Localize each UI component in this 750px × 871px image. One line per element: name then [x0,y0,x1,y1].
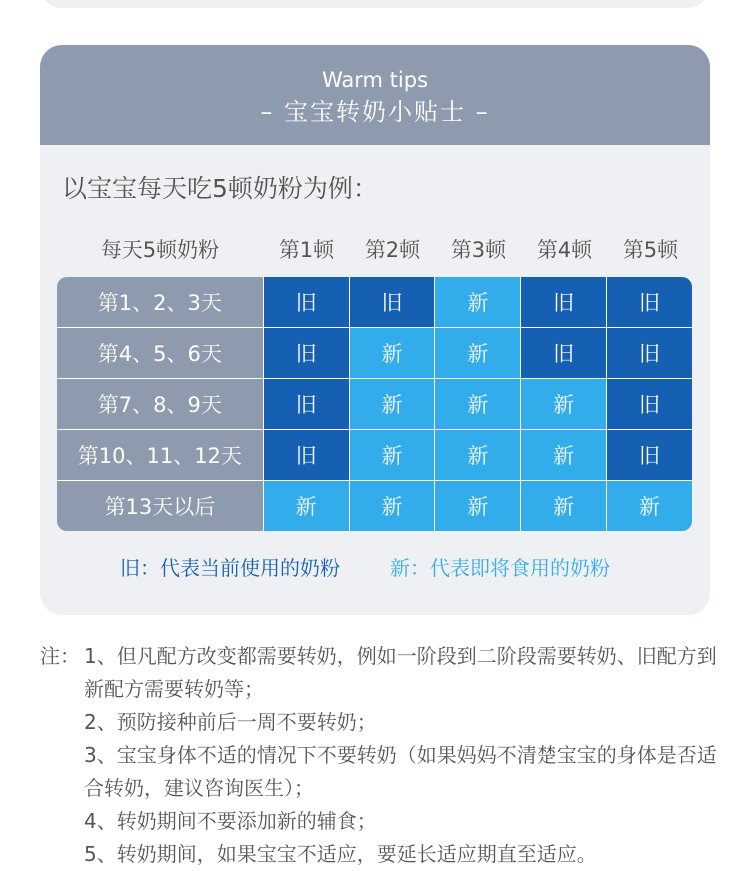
table-cell: 新 [521,481,606,531]
note-item [40,838,730,871]
notes-section [40,640,730,871]
legend-old: 旧：代表当前使用的奶粉 [120,556,340,580]
table-cell: 旧 [607,328,692,378]
note-item [40,640,730,706]
table-cell: 旧 [350,277,435,327]
previous-card-edge [40,0,710,8]
table-cell: 新 [350,481,435,531]
note-item [40,706,730,739]
table-cell: 旧 [264,379,349,429]
table-row [57,328,692,378]
note-text: 2、预防接种前后一周不要转奶； [84,710,377,734]
table-cell: 旧 [607,277,692,327]
feeding-schedule-table [57,277,692,531]
note-item [40,739,730,805]
table-cell: 旧 [264,430,349,480]
table-row [57,481,692,531]
row-label: 第7、8、9天 [57,379,263,429]
table-cell: 新 [350,379,435,429]
table-cell: 新 [435,481,520,531]
column-header: 第3顿 [450,238,507,262]
table-cell: 旧 [521,328,606,378]
table-cell: 新 [435,430,520,480]
legend-new: 新：代表即将食用的奶粉 [390,556,610,580]
table-cell: 新 [607,481,692,531]
column-header: 第1顿 [278,238,335,262]
table-cell: 新 [521,379,606,429]
table-cell: 新 [350,328,435,378]
row-label: 第13天以后 [57,481,263,531]
table-cell: 新 [435,277,520,327]
table-cell: 新 [435,379,520,429]
row-label: 第4、5、6天 [57,328,263,378]
column-header: 第4顿 [536,238,593,262]
row-label: 第1、2、3天 [57,277,263,327]
table-cell: 新 [521,430,606,480]
table-row [57,277,692,327]
table-cell: 旧 [264,328,349,378]
table-cell: 新 [264,481,349,531]
note-text: 4、转奶期间不要添加新的辅食； [84,809,377,833]
table-corner-header: 每天5顿奶粉 [100,238,220,262]
tips-intro: 以宝宝每天吃5顿奶粉为例： [62,174,378,203]
table-cell: 旧 [521,277,606,327]
tips-header [40,45,710,145]
table-cell: 新 [435,328,520,378]
table-cell: 旧 [607,430,692,480]
table-row [57,430,692,480]
note-text: 3、宝宝身体不适的情况下不要转奶（如果妈妈不清楚宝宝的身体是否适合转奶，建议咨询医生）； [84,743,717,800]
tips-title-cn: – 宝宝转奶小贴士 – [260,98,490,126]
note-text: 5、转奶期间，如果宝宝不适应，要延长适应期直至适应。 [84,842,597,866]
warm-tips-card [40,45,710,615]
column-header: 第5顿 [622,238,679,262]
notes-prefix: 注： [40,644,80,668]
column-header: 第2顿 [364,238,421,262]
table-row [57,379,692,429]
table-cell: 旧 [264,277,349,327]
table-cell: 旧 [607,379,692,429]
table-cell: 新 [350,430,435,480]
note-text: 1、但凡配方改变都需要转奶，例如一阶段到二阶段需要转奶、旧配方到新配方需要转奶等； [84,644,717,701]
row-label: 第10、11、12天 [57,430,263,480]
tips-title-en: Warm tips [321,68,429,92]
note-item [40,805,730,838]
